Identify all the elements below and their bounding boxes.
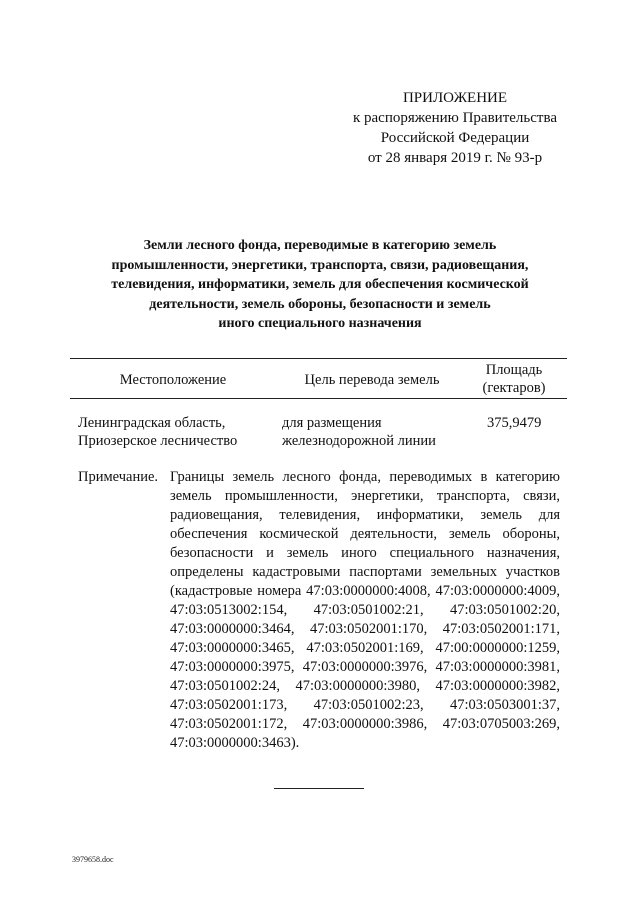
- appendix-label: ПРИЛОЖЕНИЕ: [402, 90, 508, 106]
- appendix-date-number: от 28 января 2019 г. № 93-р: [367, 150, 543, 166]
- header-area: [468, 361, 560, 397]
- cell-purpose: [282, 414, 436, 450]
- appendix-ref-line: Российской Федерации: [380, 130, 530, 146]
- appendix-header: [330, 88, 580, 168]
- title-line: Земли лесного фонда, переводимые в категорию земель: [143, 238, 497, 253]
- title-line: деятельности, земель обороны, безопасности и земель: [149, 296, 491, 312]
- cell-location: [78, 414, 237, 450]
- title-line: промышленности, энергетики, транспорта, связи, радиовещания,: [111, 257, 529, 273]
- cell-location-line: Ленинградская область,: [78, 415, 226, 431]
- title-line: телевидения, информатики, земель для обеспечения космической: [111, 277, 529, 292]
- cell-location-line: Приозерское лесничество: [78, 433, 238, 449]
- end-separator: [274, 788, 364, 789]
- cell-purpose-line: для размещения: [282, 415, 382, 431]
- header-location: Местоположение: [119, 372, 227, 388]
- appendix-ref-line: к распоряжению Правительства: [352, 110, 557, 126]
- file-name: 3979658.doc: [72, 855, 114, 864]
- note-text: Границы земель лесного фонда, переводимых в категорию земель промышленности, энергетики, транспорта, связи, радиовещания, телевидения, информатики, земель для обеспечения космической деятельности, земель обороны, безопасности и земель иного специального назначения, определены кадастровыми паспортами земельных участков (кадастровые номера 47:03:0000000:4008, 47:03:0000000:4009, 47:03:0513002:154, 47:03:0501002:21, 47:03:0501002:20, 47:03:0000000:3464, 47:03:0502001:170, 47:03:0502001:171, 47:03:0000000:3465, 47:03:0502001:169, 47:00:0000000:1259, 47:03:0000000:3975, 47:03:0000000:3976, 47:03:0000000:3981, 47:03:0501002:24, 47:03:0000000:3980, 47:03:0000000:3982, 47:03:0502001:173, 47:03:0501002:23, 47:03:0503001:37, 47:03:0502001:172, 47:03:0000000:3986, 47:03:0705003:269, 47:03:0000000:3463).: [170, 469, 560, 751]
- header-area-unit: (гектаров): [482, 380, 546, 396]
- cell-area: 375,9479: [487, 415, 542, 431]
- header-purpose: Цель перевода земель: [304, 372, 440, 388]
- table-header-rule: [70, 398, 567, 399]
- table-top-rule: [70, 358, 567, 359]
- header-area-line: Площадь: [485, 362, 543, 378]
- title-line: иного специального назначения: [218, 316, 422, 331]
- cell-purpose-line: железнодорожной линии: [282, 433, 436, 449]
- document-title: [80, 236, 560, 334]
- note-label: Примечание.: [78, 469, 159, 485]
